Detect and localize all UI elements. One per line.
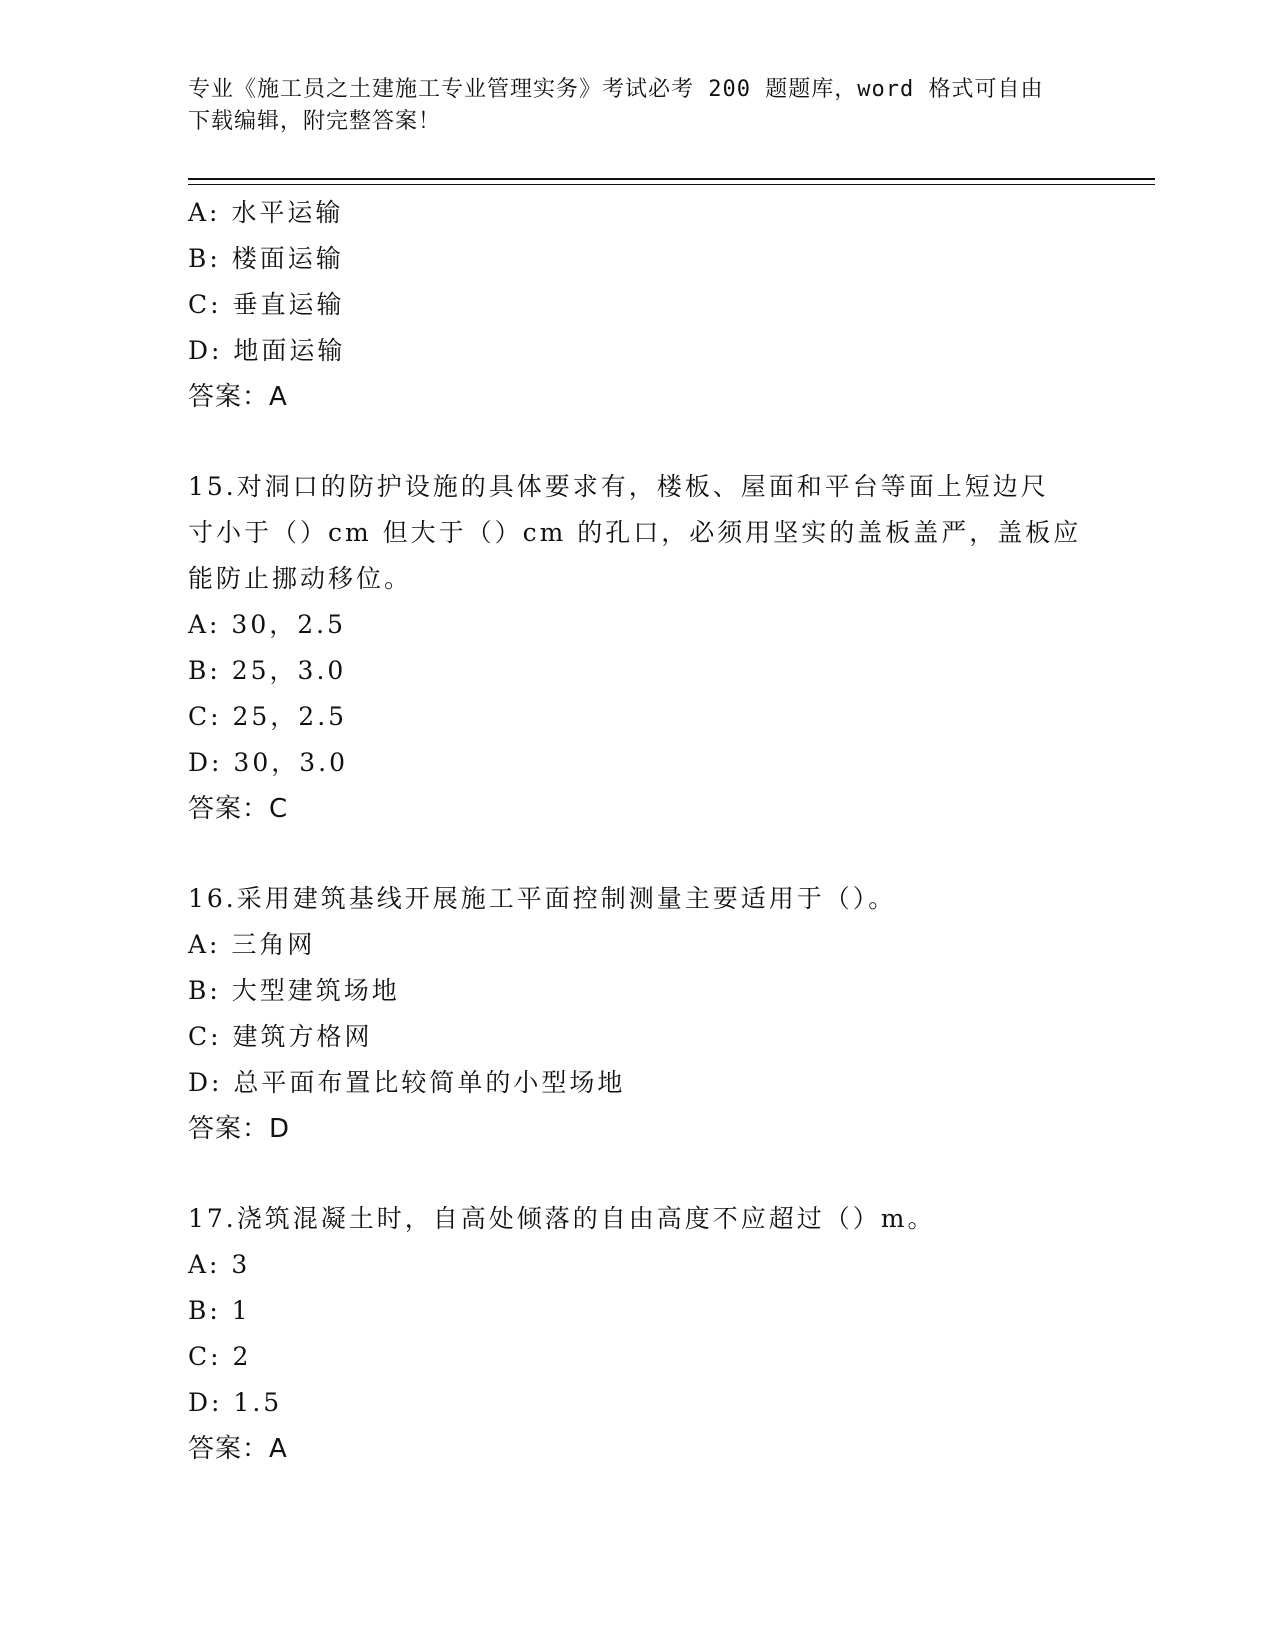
- question-stem-line: 寸小于（）cm 但大于（）cm 的孔口，必须用坚实的盖板盖严，盖板应: [188, 518, 1082, 547]
- answer-line: 答案：D: [188, 1114, 291, 1144]
- option-c: C: 垂直运输: [188, 290, 345, 319]
- option-b: B: 楼面运输: [188, 244, 344, 273]
- option-a: A: 水平运输: [188, 198, 344, 227]
- question-block-14: [188, 190, 1088, 420]
- option-a: A: 三角网: [188, 930, 316, 959]
- option-d: D: 总平面布置比较简单的小型场地: [188, 1068, 626, 1097]
- option-c: C: 2: [188, 1342, 252, 1371]
- question-stem-line: 15.对洞口的防护设施的具体要求有，楼板、屋面和平台等面上短边尺: [188, 472, 1049, 501]
- answer-line: 答案：A: [188, 1434, 288, 1464]
- option-c: C: 25，2.5: [188, 702, 348, 731]
- question-stem-line: 16.采用建筑基线开展施工平面控制测量主要适用于（）。: [188, 884, 897, 913]
- question-block-17: [188, 1196, 1088, 1472]
- answer-line: 答案：A: [188, 382, 288, 412]
- option-b: B: 1: [188, 1296, 251, 1325]
- header-line-2: 下载编辑，附完整答案！: [188, 109, 442, 134]
- option-c: C: 建筑方格网: [188, 1022, 373, 1051]
- question-stem-line: 17.浇筑混凝土时，自高处倾落的自由高度不应超过（）m。: [188, 1204, 936, 1233]
- option-d: D: 1.5: [188, 1388, 283, 1417]
- question-stem-line: 能防止挪动移位。: [188, 564, 413, 593]
- header-divider-thick: [188, 178, 1155, 180]
- header-divider-thin: [188, 184, 1155, 185]
- option-a: A: 3: [188, 1250, 251, 1279]
- option-b: B: 25，3.0: [188, 656, 347, 685]
- document-header: [188, 74, 1088, 138]
- option-b: B: 大型建筑场地: [188, 976, 400, 1005]
- option-d: D: 30，3.0: [188, 748, 348, 777]
- question-content: [188, 190, 1088, 1472]
- header-line-1: 专业《施工员之土建施工专业管理实务》考试必考 200 题题库，word 格式可自由: [188, 77, 1044, 102]
- option-d: D: 地面运输: [188, 336, 346, 365]
- question-block-16: [188, 876, 1088, 1152]
- option-a: A: 30，2.5: [188, 610, 346, 639]
- answer-line: 答案：C: [188, 794, 289, 824]
- question-block-15: [188, 464, 1088, 832]
